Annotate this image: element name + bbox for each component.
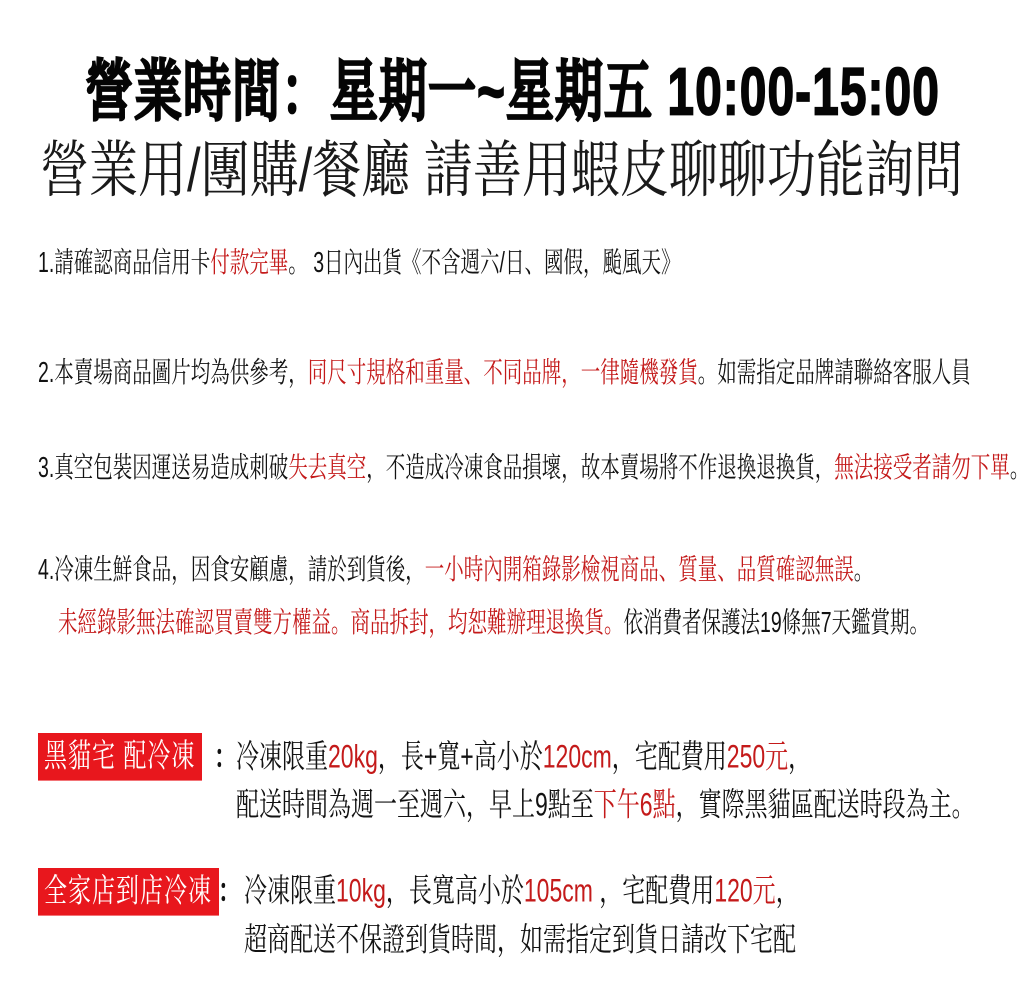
notice-3-segment-highlight: 失去真空: [288, 452, 367, 484]
notice-4-segment: 依消費者保護法19條無7天鑑賞期。: [623, 607, 930, 639]
notice-3-segment: 。: [1009, 452, 1029, 484]
notice-3-segment: ，不造成冷凍食品損壞，故本賣場將不作退換退換貨，: [366, 452, 835, 484]
familymart-info-line-2: [244, 921, 796, 958]
notice-1-segment: 。 3日內出貨《不含週六/日、國假，颱風天》: [288, 247, 681, 279]
notice-3-segment: 3.真空包裝因運送易造成刺破: [38, 452, 289, 484]
notice-2-segment: 。如需指定品牌請聯絡客服人員: [697, 357, 971, 389]
notice-1-segment-highlight: 付款完畢: [210, 247, 289, 279]
familymart-segment-highlight: 120元: [714, 872, 776, 909]
familymart-info-line-1: [244, 872, 799, 909]
blackcat-segment: ，實際黑貓區配送時段為主。: [675, 786, 975, 823]
notice-item-1: [38, 247, 681, 279]
notice-1-segment: 1.請確認商品信用卡: [38, 247, 211, 279]
notice-4-segment-highlight: 未經錄影無法確認買賣雙方權益。商品拆封，均恕難辦理退換貨。: [58, 607, 624, 639]
notice-3-segment-highlight: 無法接受者請勿下單: [834, 452, 1010, 484]
blackcat-info-line-2: [236, 786, 975, 823]
familymart-label-colon: ：: [218, 872, 241, 909]
familymart-segment: 冷凍限重: [244, 872, 336, 909]
familymart-segment: 超商配送不保證到貨時間，如需指定到貨日請改下宅配: [244, 921, 796, 958]
blackcat-segment-highlight: 下午6點: [593, 786, 676, 823]
notice-4-segment: 4.冷凍生鮮食品，因食安顧慮，請於到貨後，: [38, 554, 425, 586]
blackcat-segment: ，長+寬+高小於: [377, 738, 543, 775]
familymart-segment: ，長寬高小於: [385, 872, 524, 909]
notice-4-segment-highlight: 一小時內開箱錄影檢視商品、質量、品質確認無誤: [424, 554, 854, 586]
familymart-segment-highlight: 105cm: [523, 872, 593, 909]
blackcat-label-badge: 黑貓宅 配冷凍: [38, 733, 202, 781]
notice-item-3: [38, 452, 1029, 484]
blackcat-segment: ，: [788, 738, 812, 775]
blackcat-segment: 配送時間為週一至週六，早上9點至: [236, 786, 594, 823]
blackcat-segment-highlight: 120cm: [542, 738, 612, 775]
familymart-label-badge: 全家店到店冷凍: [38, 868, 219, 916]
blackcat-segment-highlight: 20kg: [328, 738, 378, 775]
familymart-segment-highlight: 10kg: [336, 872, 386, 909]
notice-4-segment: 。: [853, 554, 874, 586]
notice-2-segment-highlight: 同尺寸規格和重量、不同品牌，一律隨機發貨: [307, 357, 698, 389]
blackcat-info-line-1: [236, 738, 812, 775]
page-title: 營業時間：星期一~星期五 10:00-15:00: [85, 55, 940, 130]
notice-item-2: [38, 357, 971, 389]
blackcat-segment: 冷凍限重: [236, 738, 328, 775]
page-subtitle: 營業用/團購/餐廳 請善用蝦皮聊聊功能詢問: [40, 137, 963, 205]
blackcat-label-colon: ：: [214, 738, 237, 775]
familymart-segment: ，: [775, 872, 799, 909]
blackcat-segment: ，宅配費用: [611, 738, 727, 775]
notice-item-4-line-1: [38, 554, 874, 586]
familymart-segment: ，宅配費用: [592, 872, 715, 909]
notice-2-segment: 2.本賣場商品圖片均為供參考，: [38, 357, 308, 389]
notice-item-4-line-2: [58, 607, 930, 639]
blackcat-segment-highlight: 250元: [726, 738, 789, 775]
